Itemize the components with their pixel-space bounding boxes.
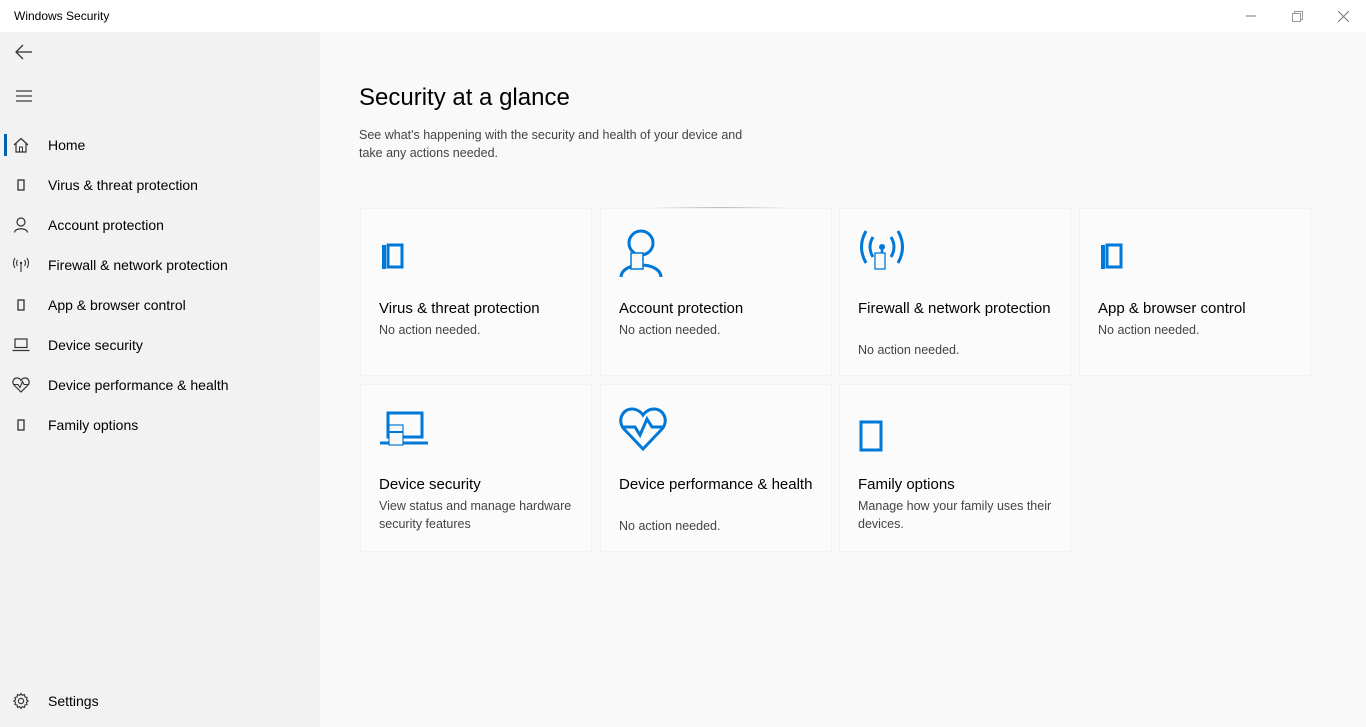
- main-content: [320, 32, 1366, 727]
- family-icon: [0, 405, 42, 445]
- family-icon: [858, 405, 910, 453]
- sidebar-item-label: Firewall & network protection: [48, 257, 228, 273]
- card-title: Virus & threat protection: [379, 300, 540, 317]
- sidebar-item-label: Home: [48, 137, 86, 153]
- sidebar-item-app-browser[interactable]: [0, 285, 320, 325]
- back-button[interactable]: [0, 32, 48, 72]
- close-button[interactable]: [1320, 0, 1366, 32]
- card-status: No action needed.: [858, 343, 960, 357]
- sidebar-item-family[interactable]: [0, 405, 320, 445]
- card-status: Manage how your family uses their devices.: [858, 499, 1052, 531]
- sidebar-item-label: Family options: [48, 417, 139, 433]
- sidebar-item-label: Virus & threat protection: [48, 177, 198, 193]
- card-title: App & browser control: [1098, 300, 1246, 317]
- title-bar: [0, 0, 1366, 32]
- sidebar: [0, 32, 320, 727]
- sidebar-item-label: Account protection: [48, 217, 164, 233]
- page-title: Security at a glance: [359, 84, 570, 111]
- close-icon: [1338, 11, 1349, 22]
- sidebar-item-account[interactable]: [0, 205, 320, 245]
- sidebar-item-label: Settings: [48, 693, 99, 709]
- card-app-browser[interactable]: [1079, 208, 1311, 376]
- restore-icon: [1292, 11, 1303, 22]
- laptop-icon: [0, 325, 42, 365]
- sidebar-item-performance[interactable]: [0, 365, 320, 405]
- card-status: No action needed.: [1098, 323, 1200, 337]
- antenna-icon: [858, 229, 910, 277]
- heart-icon: [0, 365, 42, 405]
- app-window-icon: [0, 285, 42, 325]
- card-firewall[interactable]: [839, 208, 1071, 376]
- laptop-icon: [379, 405, 431, 453]
- person-icon: [0, 205, 42, 245]
- heart-icon: [619, 405, 671, 453]
- card-virus-threat[interactable]: [360, 208, 592, 376]
- card-title: Firewall & network protection: [858, 300, 1051, 317]
- gear-icon: [0, 681, 42, 721]
- sidebar-item-settings[interactable]: [0, 681, 320, 721]
- card-performance[interactable]: [600, 384, 832, 552]
- card-status: No action needed.: [619, 519, 721, 533]
- sidebar-item-label: App & browser control: [48, 297, 186, 313]
- shield-icon: [0, 165, 42, 205]
- antenna-icon: [0, 245, 42, 285]
- sidebar-item-virus-threat[interactable]: [0, 165, 320, 205]
- sidebar-item-home[interactable]: [0, 125, 320, 165]
- window-title: Windows Security: [14, 9, 110, 23]
- restore-button[interactable]: [1274, 0, 1320, 32]
- minimize-icon: [1246, 11, 1256, 21]
- app-window-icon: [1098, 229, 1150, 277]
- page-subtitle: See what's happening with the security and health of your device and take any actions needed.: [359, 128, 743, 160]
- card-account[interactable]: [600, 208, 832, 376]
- card-title: Device security: [379, 476, 481, 493]
- sidebar-item-firewall[interactable]: [0, 245, 320, 285]
- card-title: Family options: [858, 476, 955, 493]
- sidebar-item-label: Device security: [48, 337, 143, 353]
- hamburger-icon: [16, 90, 32, 102]
- card-status: No action needed.: [619, 323, 721, 337]
- sidebar-item-device-security[interactable]: [0, 325, 320, 365]
- minimize-button[interactable]: [1228, 0, 1274, 32]
- hamburger-menu-button[interactable]: [0, 76, 48, 116]
- shield-icon: [379, 229, 431, 277]
- back-arrow-icon: [15, 44, 33, 60]
- card-family[interactable]: [839, 384, 1071, 552]
- person-icon: [619, 229, 671, 277]
- card-title: Account protection: [619, 300, 744, 317]
- card-status: No action needed.: [379, 323, 481, 337]
- card-device-security[interactable]: [360, 384, 592, 552]
- home-icon: [0, 125, 42, 165]
- card-status: View status and manage hardware security features: [379, 499, 572, 531]
- sidebar-item-label: Device performance & health: [48, 377, 229, 393]
- card-title: Device performance & health: [619, 476, 813, 493]
